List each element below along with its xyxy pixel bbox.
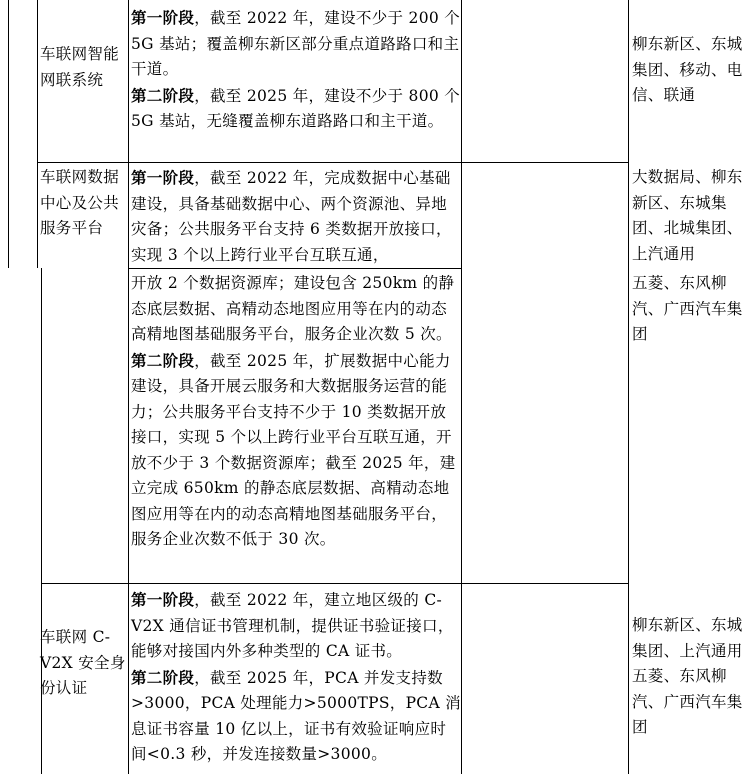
row2-content-cell-part1 xyxy=(131,165,461,268)
table-border-col3 xyxy=(628,0,629,774)
row2-units-text-part2: 五菱、东风柳汽、广西汽车集团 xyxy=(632,274,743,343)
stage-label: 第一阶段 xyxy=(131,590,195,609)
row3-units-text: 柳东新区、东城集团、上汽通用五菱、东风柳汽、广西汽车集团 xyxy=(632,616,743,736)
row3-content-cell xyxy=(131,587,461,768)
stage-label: 第二阶段 xyxy=(131,85,195,105)
stage-label: 第二阶段 xyxy=(131,667,195,687)
row2-continuation: 开放 2 个数据资源库；建设包含 250km 的静态底层数据、高精动态地图应用等在内的动态高精地图基础服务平台，服务企业次数 5 次。 xyxy=(131,274,455,343)
row-border-page-break xyxy=(128,268,462,269)
stage-label: 第一阶段 xyxy=(131,8,195,27)
row1-units-cell xyxy=(632,32,744,109)
row2-content-cell-part2 xyxy=(131,271,461,553)
stage-text: ，截至 2022 年，建立地区级的 C-V2X 通信证书管理机制，提供证书验证接口，能够对接国内外多种类型的 CA 证书。 xyxy=(131,591,454,660)
stage-label: 第二阶段 xyxy=(131,350,195,370)
row2-stage1 xyxy=(131,165,461,268)
stage-text: ，截至 2022 年，建设不少于 200 个 5G 基站；覆盖柳东新区部分重点道路路口和主干道。 xyxy=(131,9,461,78)
row1-stage2 xyxy=(131,83,461,135)
row-border-2 xyxy=(41,583,629,584)
row1-content-cell xyxy=(131,5,461,135)
row1-units-text: 柳东新区、东城集团、移动、电信、联通 xyxy=(632,35,743,104)
row1-system-text: 车联网智能网联系统 xyxy=(40,45,120,89)
row2-stage2 xyxy=(131,348,461,553)
table-border-left xyxy=(37,0,38,268)
row2-units-cell-part2 xyxy=(632,271,744,348)
row3-units-cell xyxy=(632,613,744,741)
table-border-left-outer xyxy=(8,0,9,268)
row1-stage1 xyxy=(131,5,461,83)
table-border-col1 xyxy=(128,0,129,774)
row2-units-cell-part1 xyxy=(632,165,744,267)
stage-label: 第一阶段 xyxy=(131,168,195,187)
row3-system-text: 车联网 C-V2X 安全身份认证 xyxy=(40,628,126,697)
row-border-1 xyxy=(37,162,629,163)
stage-text: ，截至 2025 年，建设不少于 800 个 5G 基站，无缝覆盖柳东道路路口和主干道。 xyxy=(131,86,461,130)
row3-stage2 xyxy=(131,665,461,768)
row2-system-text: 车联网数据中心及公共服务平台 xyxy=(40,168,120,237)
row1-system-cell xyxy=(40,42,128,93)
table-border-col2 xyxy=(461,0,462,774)
row2-units-text-part1: 大数据局、柳东新区、东城集团、北城集团、上汽通用 xyxy=(632,168,743,263)
row2-system-cell xyxy=(40,165,128,242)
stage-text: ，截至 2022 年，完成数据中心基础建设，具备基础数据中心、两个资源池、异地灾备；公共服务平台支持 6 类数据开放接口，实现 3 个以上跨行业平台互联互通， xyxy=(131,169,452,264)
row3-stage1 xyxy=(131,587,461,665)
stage-text: ，截至 2025 年，PCA 并发支持数>3000，PCA 处理能力>5000TPS，PCA 消息证书容量 10 亿以上，证书有效验证响应时间<0.3 秒，并发连接数量>3000。 xyxy=(131,668,461,763)
stage-text: ，截至 2025 年，扩展数据中心能力建设，具备开展云服务和大数据服务运营的能力；公共服务平台支持不少于 10 类数据开放接口，实现 5 个以上跨行业平台互联互通，开放不少于 3 个数据资源库；截至 2025 年，建立完成 650km 的静态底层数据、高精动态地图应用等在内的动态高精地图基础服务平台，服务企业次数不低于 30 次。 xyxy=(131,351,456,548)
row3-system-cell xyxy=(40,625,128,702)
